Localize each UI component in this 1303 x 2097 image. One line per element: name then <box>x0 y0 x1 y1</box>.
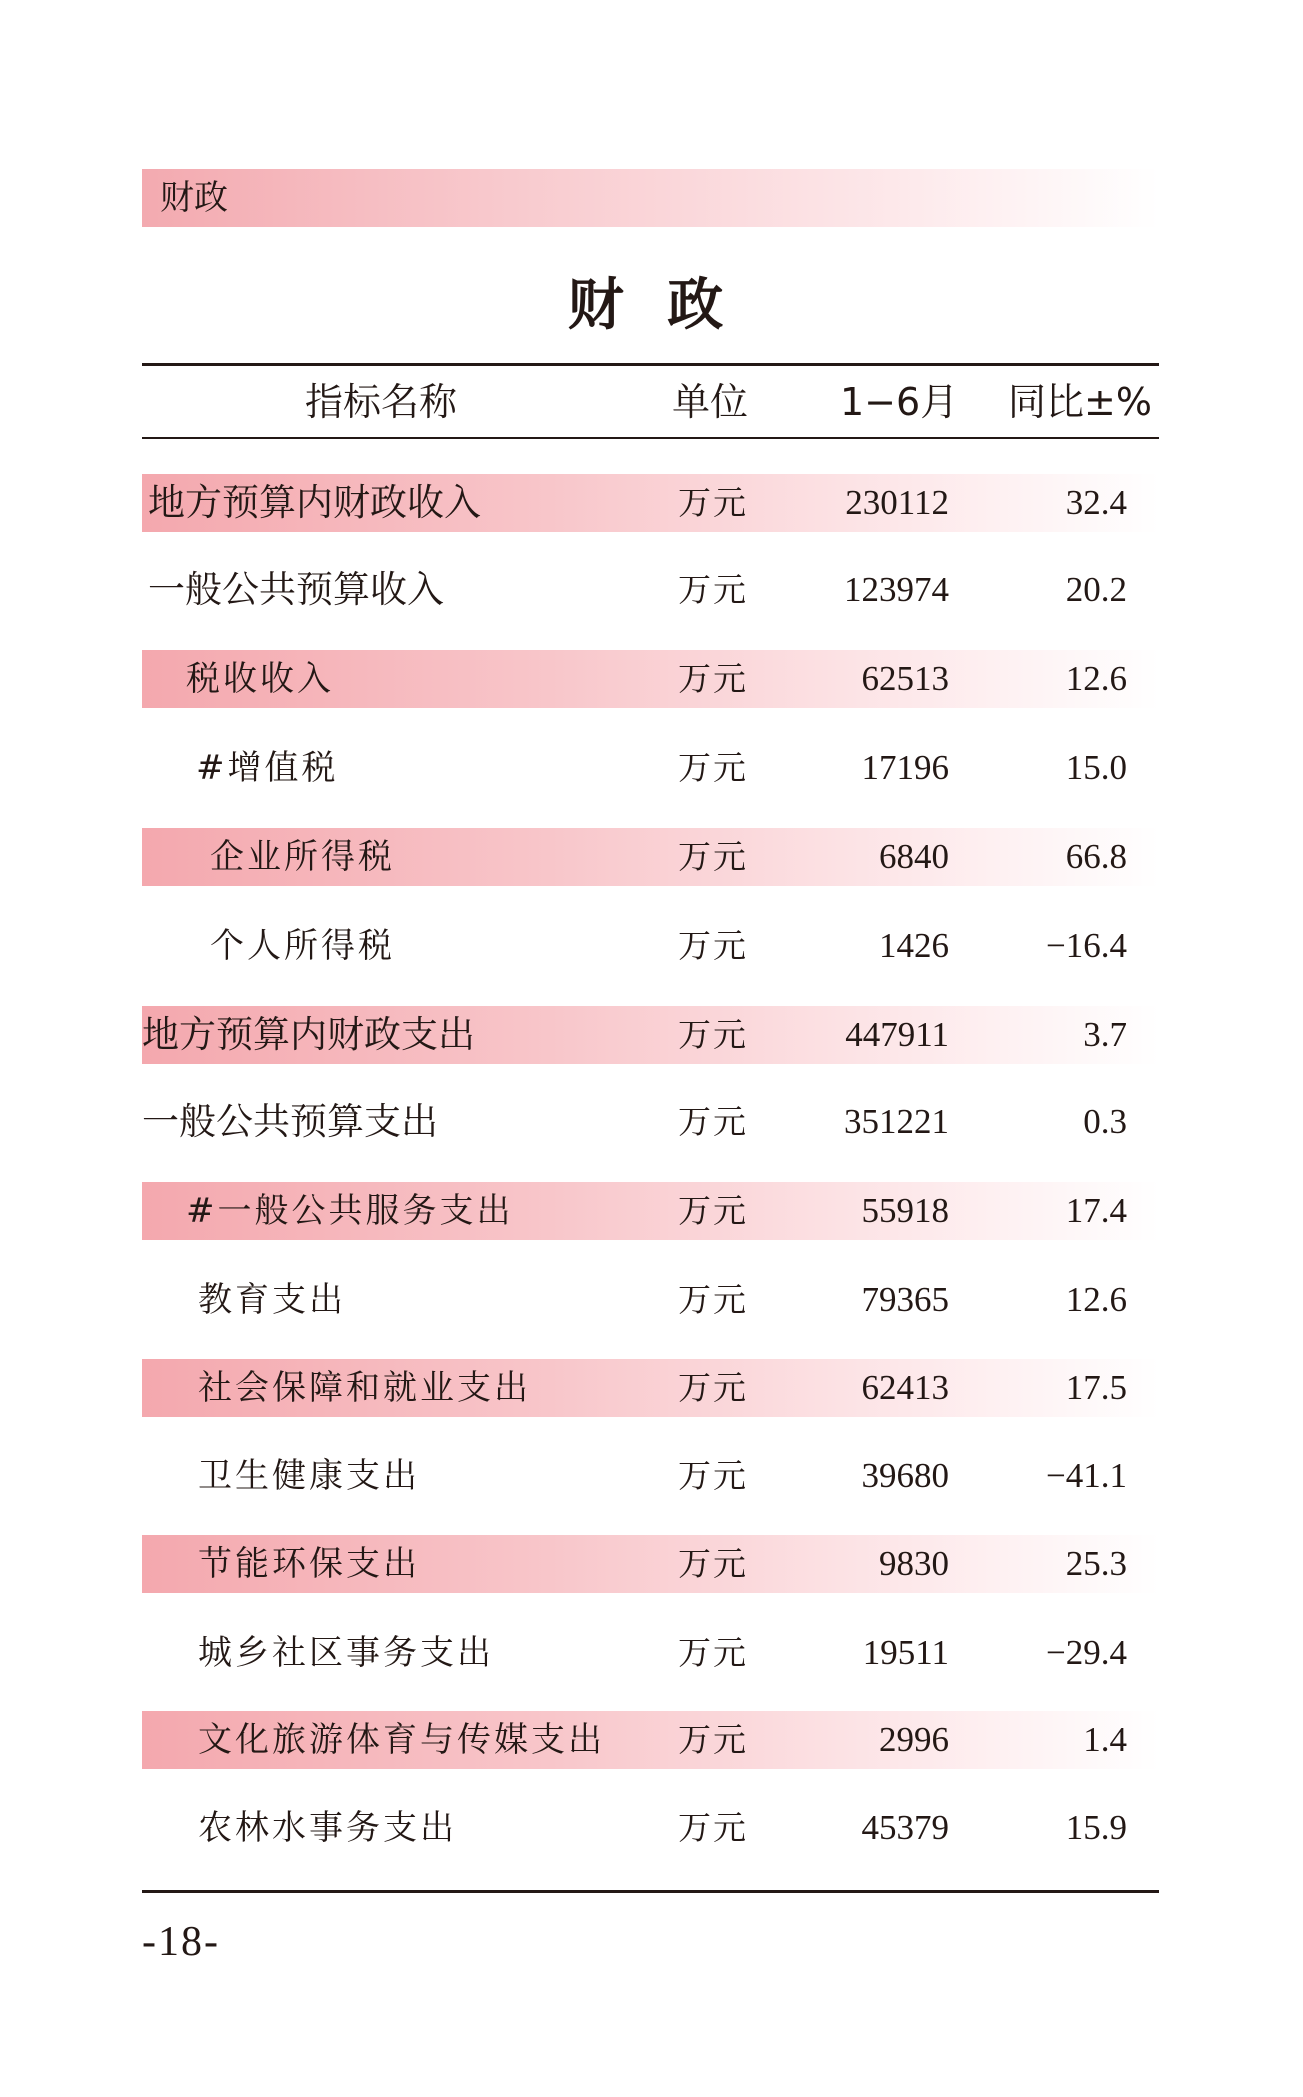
row-unit: 万元 <box>678 1191 748 1230</box>
table-row <box>142 1535 1159 1593</box>
row-unit: 万元 <box>678 1544 748 1583</box>
row-name: 税收收入 <box>186 659 334 699</box>
row-name: 农林水事务支出 <box>198 1808 457 1848</box>
row-unit: 万元 <box>678 1456 748 1495</box>
table-row <box>142 1447 1159 1505</box>
table-row <box>142 828 1159 886</box>
row-value: 55918 <box>861 1191 949 1230</box>
row-unit: 万元 <box>678 1102 748 1141</box>
row-name: 节能环保支出 <box>198 1544 420 1584</box>
row-value: 45379 <box>861 1808 949 1847</box>
row-name: 卫生健康支出 <box>198 1456 420 1496</box>
row-yoy: 1.4 <box>1083 1720 1127 1759</box>
row-name: #增值税 <box>196 748 339 788</box>
row-yoy: 20.2 <box>1065 570 1127 609</box>
row-name: 教育支出 <box>198 1280 346 1320</box>
row-value: 17196 <box>861 748 949 787</box>
table-row <box>142 1624 1159 1682</box>
table-row <box>142 1799 1159 1857</box>
row-yoy: −41.1 <box>1046 1456 1127 1495</box>
row-yoy: −29.4 <box>1046 1633 1127 1672</box>
row-value: 230112 <box>845 483 949 522</box>
table-row <box>142 739 1159 797</box>
table-row <box>142 1271 1159 1329</box>
row-unit: 万元 <box>678 570 748 609</box>
row-yoy: 12.6 <box>1065 1280 1127 1319</box>
row-name: 社会保障和就业支出 <box>198 1368 531 1408</box>
row-unit: 万元 <box>678 1368 748 1407</box>
row-name: 一般公共预算收入 <box>148 568 444 611</box>
row-value: 1426 <box>879 926 949 965</box>
row-yoy: 15.0 <box>1065 748 1127 787</box>
row-unit: 万元 <box>678 1633 748 1672</box>
table-row <box>142 1182 1159 1240</box>
page-number: -18- <box>142 1919 220 1965</box>
row-value: 79365 <box>861 1280 949 1319</box>
row-name: 个人所得税 <box>210 926 395 966</box>
table-row <box>142 561 1159 619</box>
table-row <box>142 1711 1159 1769</box>
table-row <box>142 1359 1159 1417</box>
header-period: 1−6月 <box>840 380 959 424</box>
row-name: 地方预算内财政收入 <box>148 481 481 524</box>
row-value: 62413 <box>861 1368 949 1407</box>
table-row <box>142 474 1159 532</box>
table-row <box>142 1006 1159 1064</box>
row-name: 文化旅游体育与传媒支出 <box>198 1720 605 1760</box>
row-yoy: 66.8 <box>1065 837 1127 876</box>
header-bottom-rule <box>142 437 1159 439</box>
row-name: 地方预算内财政支出 <box>142 1013 475 1056</box>
table-bottom-rule <box>142 1890 1159 1893</box>
table-row <box>142 650 1159 708</box>
row-unit: 万元 <box>678 1720 748 1759</box>
row-yoy: −16.4 <box>1046 926 1127 965</box>
row-unit: 万元 <box>678 926 748 965</box>
table-top-rule <box>142 363 1159 366</box>
table-row <box>142 917 1159 975</box>
row-value: 123974 <box>844 570 949 609</box>
header-yoy: 同比±% <box>1008 380 1152 424</box>
row-yoy: 17.4 <box>1065 1191 1127 1230</box>
page-title: 财 政 <box>567 272 736 338</box>
row-unit: 万元 <box>678 659 748 698</box>
row-yoy: 17.5 <box>1065 1368 1127 1407</box>
row-unit: 万元 <box>678 483 748 522</box>
row-unit: 万元 <box>678 748 748 787</box>
row-yoy: 12.6 <box>1065 659 1127 698</box>
row-name: 城乡社区事务支出 <box>198 1633 494 1673</box>
row-value: 39680 <box>861 1456 949 1495</box>
row-unit: 万元 <box>678 1015 748 1054</box>
row-value: 19511 <box>862 1633 949 1672</box>
row-value: 6840 <box>879 837 949 876</box>
row-unit: 万元 <box>678 1808 748 1847</box>
row-yoy: 0.3 <box>1083 1102 1127 1141</box>
header-name: 指标名称 <box>305 380 458 424</box>
row-value: 2996 <box>879 1720 949 1759</box>
row-name: 企业所得税 <box>210 837 395 877</box>
row-value: 447911 <box>845 1015 949 1054</box>
table-row <box>142 1093 1159 1151</box>
section-banner <box>142 169 1159 227</box>
row-value: 9830 <box>879 1544 949 1583</box>
section-label: 财政 <box>160 178 228 218</box>
row-unit: 万元 <box>678 1280 748 1319</box>
row-name: 一般公共预算支出 <box>142 1100 438 1143</box>
row-yoy: 3.7 <box>1083 1015 1127 1054</box>
row-name: #一般公共服务支出 <box>186 1191 514 1231</box>
row-yoy: 15.9 <box>1065 1808 1127 1847</box>
header-unit: 单位 <box>672 380 749 424</box>
row-yoy: 25.3 <box>1065 1544 1127 1583</box>
row-yoy: 32.4 <box>1065 483 1127 522</box>
row-unit: 万元 <box>678 837 748 876</box>
row-value: 351221 <box>844 1102 949 1141</box>
row-value: 62513 <box>861 659 949 698</box>
